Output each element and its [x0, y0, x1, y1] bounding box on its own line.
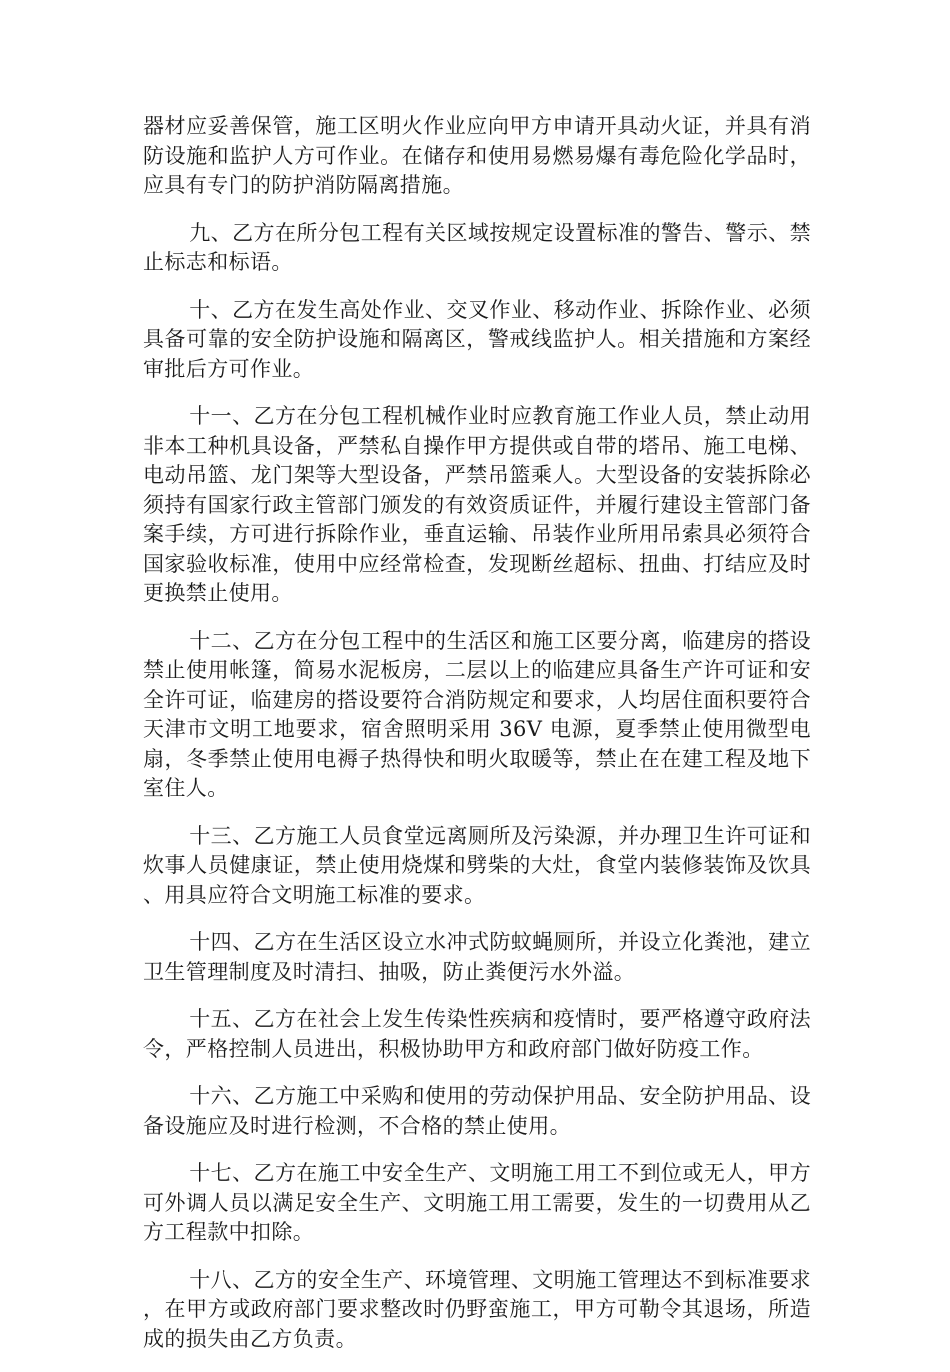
paragraph-clause-9: 九、乙方在所分包工程有关区域按规定设置标准的警告、警示、禁止标志和标语。: [143, 220, 811, 274]
paragraph-clause-13: 十三、乙方施工人员食堂远离厕所及污染源，并办理卫生许可证和炊事人员健康证，禁止使用烧煤和劈柴的大灶，食堂内装修装饰及饮具、用具应符合文明施工标准的要求。: [143, 823, 811, 907]
paragraph-clause-14: 十四、乙方在生活区设立水冲式防蚊蝇厕所，并设立化粪池，建立卫生管理制度及时清扫、抽吸，防止粪便污水外溢。: [143, 930, 811, 984]
paragraph-clause-18: 十八、乙方的安全生产、环境管理、文明施工管理达不到标准要求，在甲方或政府部门要求整改时仍野蛮施工，甲方可勒令其退场，所造成的损失由乙方负责。: [143, 1267, 811, 1351]
paragraph-clause-17: 十七、乙方在施工中安全生产、文明施工用工不到位或无人，甲方可外调人员以满足安全生产、文明施工用工需要，发生的一切费用从乙方工程款中扣除。: [143, 1161, 811, 1244]
paragraph-clause-10: 十、乙方在发生高处作业、交叉作业、移动作业、拆除作业、必须具备可靠的安全防护设施和隔离区，警戒线监护人。相关措施和方案经审批后方可作业。: [143, 297, 811, 381]
paragraph-clause-12: 十二、乙方在分包工程中的生活区和施工区要分离，临建房的搭设禁止使用帐篷，简易水泥板房，二层以上的临建应具备生产许可证和安全许可证，临建房的搭设要符合消防规定和要求，人均居住面积要符合天津市文明工地要求，宿舍照明采用 36V 电源，夏季禁止使用微型电扇，冬季禁止使用电褥子热得快和明火取暖等，禁止在在建工程及地下室住人。: [143, 628, 811, 800]
paragraph-clause-15: 十五、乙方在社会上发生传染性疾病和疫情时，要严格遵守政府法令，严格控制人员进出，积极协助甲方和政府部门做好防疫工作。: [143, 1007, 811, 1061]
paragraph-clause-11: 十一、乙方在分包工程机械作业时应教育施工作业人员，禁止动用非本工种机具设备，严禁私自操作甲方提供或自带的塔吊、施工电梯、电动吊篮、龙门架等大型设备，严禁吊篮乘人。大型设备的安装拆除必须持有国家行政主管部门颁发的有效资质证件，并履行建设主管部门备案手续，方可进行拆除作业，垂直运输、吊装作业所用吊索具必须符合国家验收标准，使用中应经常检查，发现断丝超标、扭曲、打结应及时更换禁止使用。: [143, 404, 811, 605]
paragraph-continuation: 器材应妥善保管，施工区明火作业应向甲方申请开具动火证，并具有消防设施和监护人方可作业。在储存和使用易燃易爆有毒危险化学品时，应具有专门的防护消防隔离措施。: [143, 114, 811, 197]
paragraph-clause-16: 十六、乙方施工中采购和使用的劳动保护用品、安全防护用品、设备设施应及时进行检测，不合格的禁止使用。: [143, 1084, 811, 1138]
document-page: [143, 112, 811, 1372]
